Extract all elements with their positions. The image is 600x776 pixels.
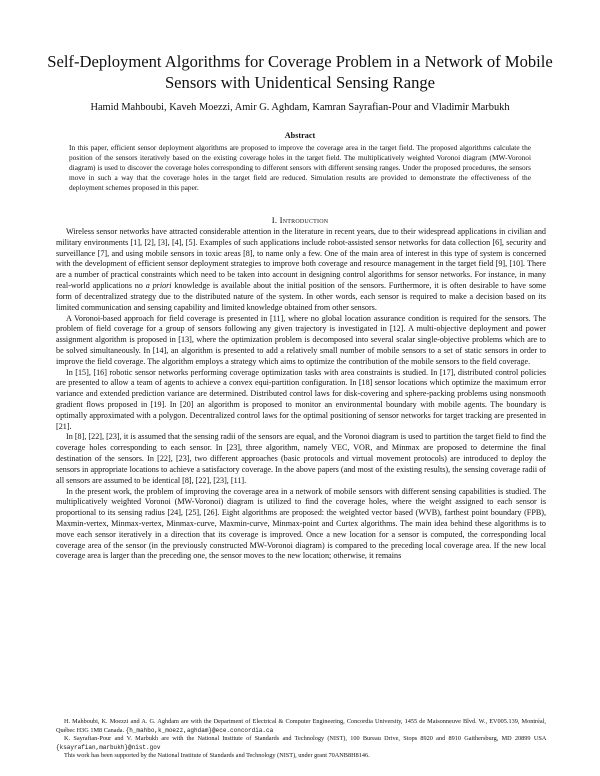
paragraph-4: In [8], [22], [23], it is assumed that the sensing radii of the sensors are equal, and the Voronoi diagram is used to partition the target field to find the coverage holes corresponding to each sensor. In [23], three algorithm, namely VEC, VOR, and Minmax are proposed to determine the final destination of the sensors. In [22], [23], two different approaches (basic protocols and virtual movement protocols) are introduced to deploy the sensors in appropriate locations to achieve a satisfactory coverage. In the above papers (and most of the existing results), the sensing coverage radii of all sensors are assumed to be identical [8], [22], [23], [11]. — [56, 432, 546, 485]
section-heading — [40, 215, 560, 226]
footnote-1-text: H. Mahboubi, K. Moezzi and A. G. Aghdam are with the Department of Electrical & Computer Engineering, Concordia University, 1455 de Maisonneuve Blvd. W., EV005.139, Montréal, Québec H3G 1M8 Canada. — [56, 718, 546, 734]
paragraph-1-emphasis: a priori — [145, 281, 172, 291]
section-number: I. — [271, 215, 278, 225]
footnote-funding: This work has been supported by the National Institute of Standards and Technology (NIST), under grant 70ANB8H8146. — [64, 752, 370, 760]
paragraph-1-part-a: Wireless sensor networks have attracted considerable attention in the literature in recent years, due to their widespread applications in civilian and military environments [1], [2], [3], [4], [5]. Examples of such applications include robot-assisted sensor networks for data collection [6], security and surveillance [7], and using mobile sensors in toxic areas [8], to name only a few. One of the main area of interest in this type of system is concerned with the development of efficient sensor deployment strategies to improve both coverage and resource management in the target field [9], [10]. There are a number of practical constraints which need to be taken into account in designing control algorithms for sensor networks. For instance, in many real-world applications no — [56, 227, 546, 291]
paragraph-5: In the present work, the problem of improving the coverage area in a network of mobile sensors with different sensing capabilities is studied. The multiplicatively weighted Voronoi (MW-Voronoi) diagram is utilized to find the coverage holes, where the weight assigned to each sensor is proportional to its sensing radius [24], [25], [26]. Eight algorithms are proposed: the weighted vector based (WVB), farthest point boundary (FPB), Maxmin-vertex, Minmax-vertex, Minmax-curve, Maxmin-curve, Minmax-point and Curtex algorithms. The main idea behind these algorithms is to move each sensor iteratively in a direction that its coverage is improved. Once a new location for a sensor is computed, the corresponding local coverage area of the sensor (in the previously constructed MW-Voronoi diagram) is compared to the preceding local coverage area. If the new local coverage area is larger than the preceding one, the sensor moves to the new location; otherwise, it remains — [56, 486, 546, 561]
author-list: Hamid Mahboubi, Kaveh Moezzi, Amir G. Aghdam, Kamran Sayrafian-Pour and Vladimir Marbukh — [90, 102, 510, 113]
paragraph-1 — [56, 227, 546, 314]
paragraph-3: In [15], [16] robotic sensor networks performing coverage optimization tasks with area constraints is studied. In [17], distributed control policies are presented to allow a team of agents to achieve a convex equi-partition configuration. In [18] sensor locations which optimize the maximum error variance and extended prediction variance are determined. Distributed control laws for disk-covering and sphere-packing problems using nonsmooth gradient flows proposed in [19]. In [20] an algorithm is proposed to monitor an environmental boundary with mobile agents. The boundary is optimally approximated with a polygon. Decentralized control laws for the optimal positioning of sensor networks for target tracking are presented in [21]. — [56, 367, 546, 431]
footnote-affiliation-2 — [56, 735, 546, 752]
introduction-body — [56, 227, 546, 562]
paragraph-1-part-b: knowledge is available about the initial position of the sensors. Furthermore, it is often desirable to have some form of decentralized strategy due to the distributed nature of the system. In other words, each sensor is required to make a decision based on its limited communication and sensing capability and limited knowledge obtained from other sensors. — [56, 281, 546, 312]
footnotes — [56, 718, 546, 761]
footnote-affiliation-1 — [56, 718, 546, 735]
footnote-2-email: {ksayrafian,marbukh}@nist.gov — [56, 743, 161, 751]
footnote-1-email: {h_mahbo,k_moezz,aghdam}@ece.concordia.ca — [125, 726, 274, 734]
abstract-text: In this paper, efficient sensor deployment algorithms are proposed to improve the coverage area in the target field. The proposed algorithms calculate the position of the sensors iteratively based on the existing coverage holes in the target field. The multiplicatively weighted Voronoi diagram (MW-Voronoi diagram) is used to discover the coverage holes corresponding to different sensors with different sensing ranges. Under the proposed procedures, the sensors move in such a way that the coverage holes in the target field are reduced. Simulation results are provided to demonstrate the effectiveness of the deployment schemes proposed in this paper. — [69, 143, 531, 193]
footnote-2-text: K. Sayrafian-Pour and V. Marbukh are with the National Institute of Standards and Technology (NIST), 100 Bureau Drive, Stops 8920 and 8910 Gaithersburg, MD 20899 USA — [64, 735, 546, 743]
paper-title: Self-Deployment Algorithms for Coverage Problem in a Network of Mobile Sensors with Unidentical Sensing Range — [47, 52, 553, 92]
section-title: Introduction — [279, 215, 329, 225]
abstract-heading: Abstract — [284, 131, 316, 140]
paragraph-2: A Voronoi-based approach for field coverage is presented in [11], where no global location assurance condition is required for the sensors. The problem of field coverage for a group of sensors following any given trajectory is investigated in [12]. A multi-objective deployment and power assignment algorithm is proposed in [13], where the optimization problem is decomposed into several scalar single-objective problems which are to be solved simultaneously. In [14], an algorithm is presented to add a relatively small number of mobile sensors to a set of static sensors in order to improve the field coverage. The algorithm employs a strategy which aims to optimize the contribution of the mobile sensors to the field coverage. — [56, 313, 546, 366]
